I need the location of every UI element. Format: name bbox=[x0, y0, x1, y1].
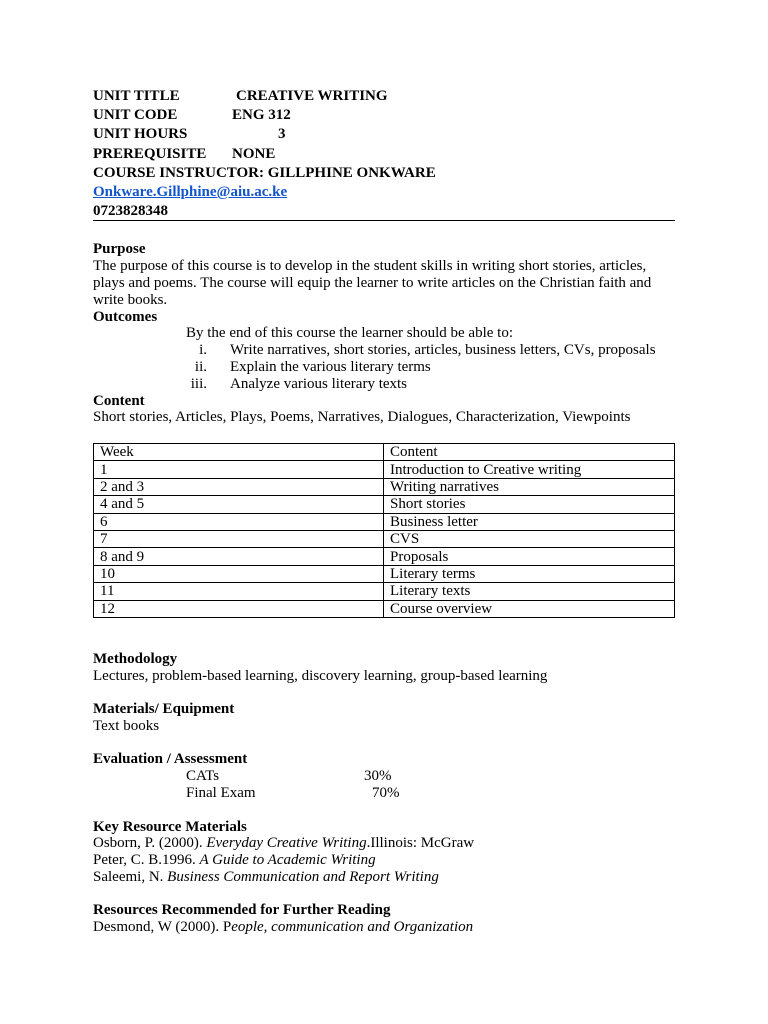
table-cell-week: 12 bbox=[94, 600, 384, 617]
table-row bbox=[94, 461, 675, 478]
outcome-item: Analyze various literary texts bbox=[230, 376, 408, 392]
table-cell-content: CVS bbox=[384, 530, 675, 547]
table-row bbox=[94, 600, 675, 617]
instructor-email-link[interactable]: Onkware.Gillphine@aiu.ac.ke bbox=[93, 184, 288, 200]
table-header-week: Week bbox=[94, 444, 384, 461]
purpose-text: The purpose of this course is to develop in the student skills in writing short stories, articles, plays and poems. The course will equip the learner to write articles on the Christian faith and write books. bbox=[93, 258, 652, 308]
table-cell-content: Business letter bbox=[384, 513, 675, 530]
reference-title: Business Communication and Report Writing bbox=[167, 869, 439, 885]
table-cell-week: 10 bbox=[94, 565, 384, 582]
table-cell-content: Literary texts bbox=[384, 583, 675, 600]
content-text: Short stories, Articles, Plays, Poems, Narratives, Dialogues, Characterization, Viewpoints bbox=[93, 409, 631, 425]
evaluation-label-final-exam: Final Exam bbox=[186, 785, 256, 801]
evaluation-heading: Evaluation / Assessment bbox=[93, 751, 248, 767]
table-cell-content: Proposals bbox=[384, 548, 675, 565]
outcome-item: Explain the various literary terms bbox=[230, 359, 431, 375]
outcome-item: Write narratives, short stories, articles, business letters, CVs, proposals bbox=[230, 342, 656, 358]
key-resources-heading: Key Resource Materials bbox=[93, 819, 247, 835]
table-cell-content: Literary terms bbox=[384, 565, 675, 582]
prerequisite: NONE bbox=[232, 146, 276, 162]
table-cell-content: Short stories bbox=[384, 496, 675, 513]
table-cell-week: 11 bbox=[94, 583, 384, 600]
reference-author: Saleemi, N. bbox=[93, 869, 168, 885]
purpose-heading: Purpose bbox=[93, 241, 146, 257]
prerequisite-label: PREREQUISITE bbox=[93, 146, 207, 162]
materials-text: Text books bbox=[93, 718, 160, 734]
table-row bbox=[94, 530, 675, 547]
outcomes-heading: Outcomes bbox=[93, 309, 158, 325]
methodology-text: Lectures, problem-based learning, discovery learning, group-based learning bbox=[93, 668, 548, 684]
evaluation-value-final-exam: 70% bbox=[372, 785, 400, 801]
weekly-schedule-table bbox=[93, 443, 675, 618]
outcome-number: iii. bbox=[190, 376, 207, 392]
outcome-number: i. bbox=[199, 342, 207, 358]
outcomes-intro: By the end of this course the learner should be able to: bbox=[186, 325, 513, 341]
table-cell-week: 1 bbox=[94, 461, 384, 478]
unit-title: CREATIVE WRITING bbox=[236, 88, 388, 104]
reference-title: eople, communication and Organization bbox=[231, 919, 474, 935]
unit-code-label: UNIT CODE bbox=[93, 107, 178, 123]
table-cell-week: 6 bbox=[94, 513, 384, 530]
unit-title-label: UNIT TITLE bbox=[93, 88, 180, 104]
evaluation-label-cats: CATs bbox=[186, 768, 220, 784]
table-cell-week: 4 and 5 bbox=[94, 496, 384, 513]
reference-item bbox=[93, 868, 439, 887]
reference-title: A Guide to Academic Writing bbox=[199, 852, 376, 868]
table-header-content: Content bbox=[384, 444, 675, 461]
instructor-phone: 0723828348 bbox=[93, 203, 168, 219]
unit-code: ENG 312 bbox=[232, 107, 291, 123]
table-row bbox=[94, 478, 675, 495]
table-row bbox=[94, 513, 675, 530]
unit-hours-label: UNIT HOURS bbox=[93, 126, 188, 142]
content-heading: Content bbox=[93, 393, 145, 409]
outcome-number: ii. bbox=[194, 359, 207, 375]
reference-item bbox=[93, 918, 473, 937]
materials-heading: Materials/ Equipment bbox=[93, 701, 235, 717]
reference-title: Everyday Creative Writing bbox=[206, 835, 367, 851]
reference-author: Peter, C. B.1996. bbox=[93, 852, 200, 868]
reference-publisher: .Illinois: McGraw bbox=[366, 835, 475, 851]
table-cell-week: 2 and 3 bbox=[94, 478, 384, 495]
methodology-heading: Methodology bbox=[93, 651, 178, 667]
table-row bbox=[94, 548, 675, 565]
evaluation-value-cats: 30% bbox=[364, 768, 392, 784]
header-divider bbox=[93, 220, 675, 221]
further-reading-heading: Resources Recommended for Further Reading bbox=[93, 902, 391, 918]
table-cell-content: Course overview bbox=[384, 600, 675, 617]
table-row bbox=[94, 565, 675, 582]
unit-hours: 3 bbox=[278, 126, 286, 142]
table-cell-week: 7 bbox=[94, 530, 384, 547]
table-cell-week: 8 and 9 bbox=[94, 548, 384, 565]
reference-author: Osborn, P. (2000). bbox=[93, 835, 207, 851]
table-row bbox=[94, 496, 675, 513]
table-cell-content: Writing narratives bbox=[384, 478, 675, 495]
table-cell-content: Introduction to Creative writing bbox=[384, 461, 675, 478]
reference-author: Desmond, W (2000). P bbox=[93, 919, 232, 935]
table-row bbox=[94, 583, 675, 600]
table-header-row bbox=[94, 444, 675, 461]
course-instructor: COURSE INSTRUCTOR: GILLPHINE ONKWARE bbox=[93, 165, 436, 181]
